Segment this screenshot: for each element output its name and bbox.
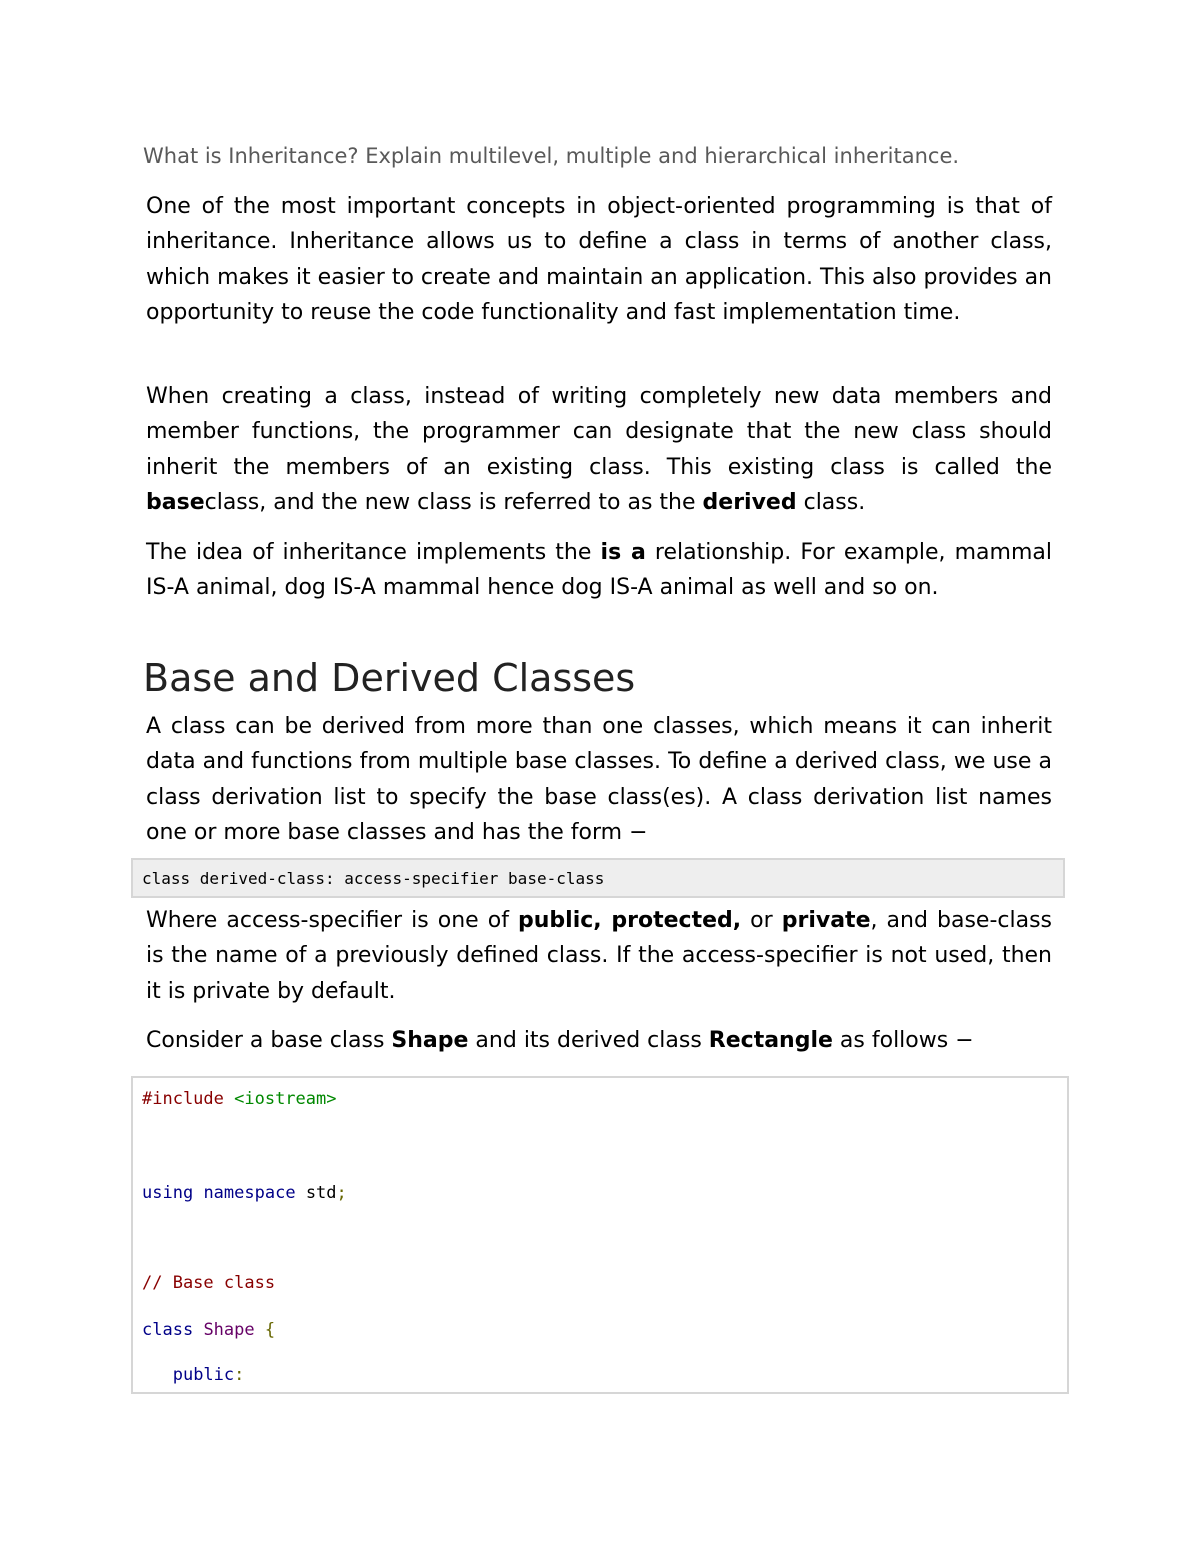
code-token: // Base class xyxy=(142,1273,276,1293)
text-run: The idea of inheritance implements the xyxy=(146,540,601,565)
text-run: , and base-class is the name of a previously defined class. If the access-specifier is not used, then it is private by default. xyxy=(146,908,1052,1004)
code-line-class xyxy=(142,1319,275,1341)
bold-private: private xyxy=(781,908,871,933)
text-run: Consider a base class xyxy=(146,1028,392,1053)
bold-derived: derived xyxy=(702,489,797,515)
code-line-comment xyxy=(142,1272,275,1294)
text-run: class, and the new class is referred to as the xyxy=(204,489,703,515)
text-run: Where access-specifier is one of xyxy=(146,908,519,933)
text-run: and its derived class xyxy=(468,1028,709,1053)
code-token: namespace xyxy=(203,1183,296,1203)
code-token: <iostream> xyxy=(234,1089,337,1109)
text-run: class. xyxy=(796,489,866,515)
code-token: : xyxy=(234,1365,245,1385)
code-token: #include xyxy=(142,1089,235,1109)
code-line-using xyxy=(142,1182,347,1204)
intro-paragraph-2 xyxy=(146,379,1052,520)
code-token: { xyxy=(264,1320,276,1340)
code-token: Shape xyxy=(203,1320,255,1340)
code-token: std xyxy=(305,1183,337,1203)
bold-is-a: is a xyxy=(600,540,646,565)
code-token: ; xyxy=(336,1183,347,1203)
text-run: relationship. For example, mammal IS-A animal, dog IS-A mammal hence dog IS-A animal as well and so on. xyxy=(146,540,1052,601)
code-line-public xyxy=(142,1364,244,1386)
section-heading: Base and Derived Classes xyxy=(143,656,636,700)
bold-base: base xyxy=(146,489,205,515)
bold-shape: Shape xyxy=(391,1028,469,1053)
code-token: using xyxy=(142,1183,194,1203)
intro-paragraph-1: One of the most important concepts in object-oriented programming is that of inheritance. Inheritance allows us to define a class in terms of another class, which makes it easier to create and maintain an application. This also provides an opportunity to reuse the code functionality and fast implementation time. xyxy=(146,194,1052,325)
intro-paragraph-3 xyxy=(146,535,1052,606)
bold-rectangle: Rectangle xyxy=(708,1028,833,1053)
syntax-code-block xyxy=(131,858,1065,898)
section-paragraph-3 xyxy=(146,1023,1052,1058)
code-block xyxy=(131,1076,1069,1394)
text-run: When creating a class, instead of writing completely new data members and member functions, the programmer can designate that the new class should inherit the members of an existing class. This existing class is called the xyxy=(146,384,1052,480)
code-token: class xyxy=(142,1320,194,1340)
text-run: as follows − xyxy=(832,1028,974,1053)
bold-access-specifiers: public, protected, xyxy=(518,908,742,933)
syntax-code-text: class derived-class: access-specifier base-class xyxy=(142,869,605,888)
code-token: public xyxy=(172,1365,235,1385)
section-paragraph-1: A class can be derived from more than one classes, which means it can inherit data and functions from multiple base classes. To define a derived class, we use a class derivation list to specify the base class(es). A class derivation list names one or more base classes and has the form − xyxy=(146,714,1052,845)
text-run: or xyxy=(741,908,782,933)
question-title: What is Inheritance? Explain multilevel, multiple and hierarchical inheritance. xyxy=(143,144,960,168)
code-line-include xyxy=(142,1088,336,1110)
section-paragraph-2 xyxy=(146,903,1052,1009)
